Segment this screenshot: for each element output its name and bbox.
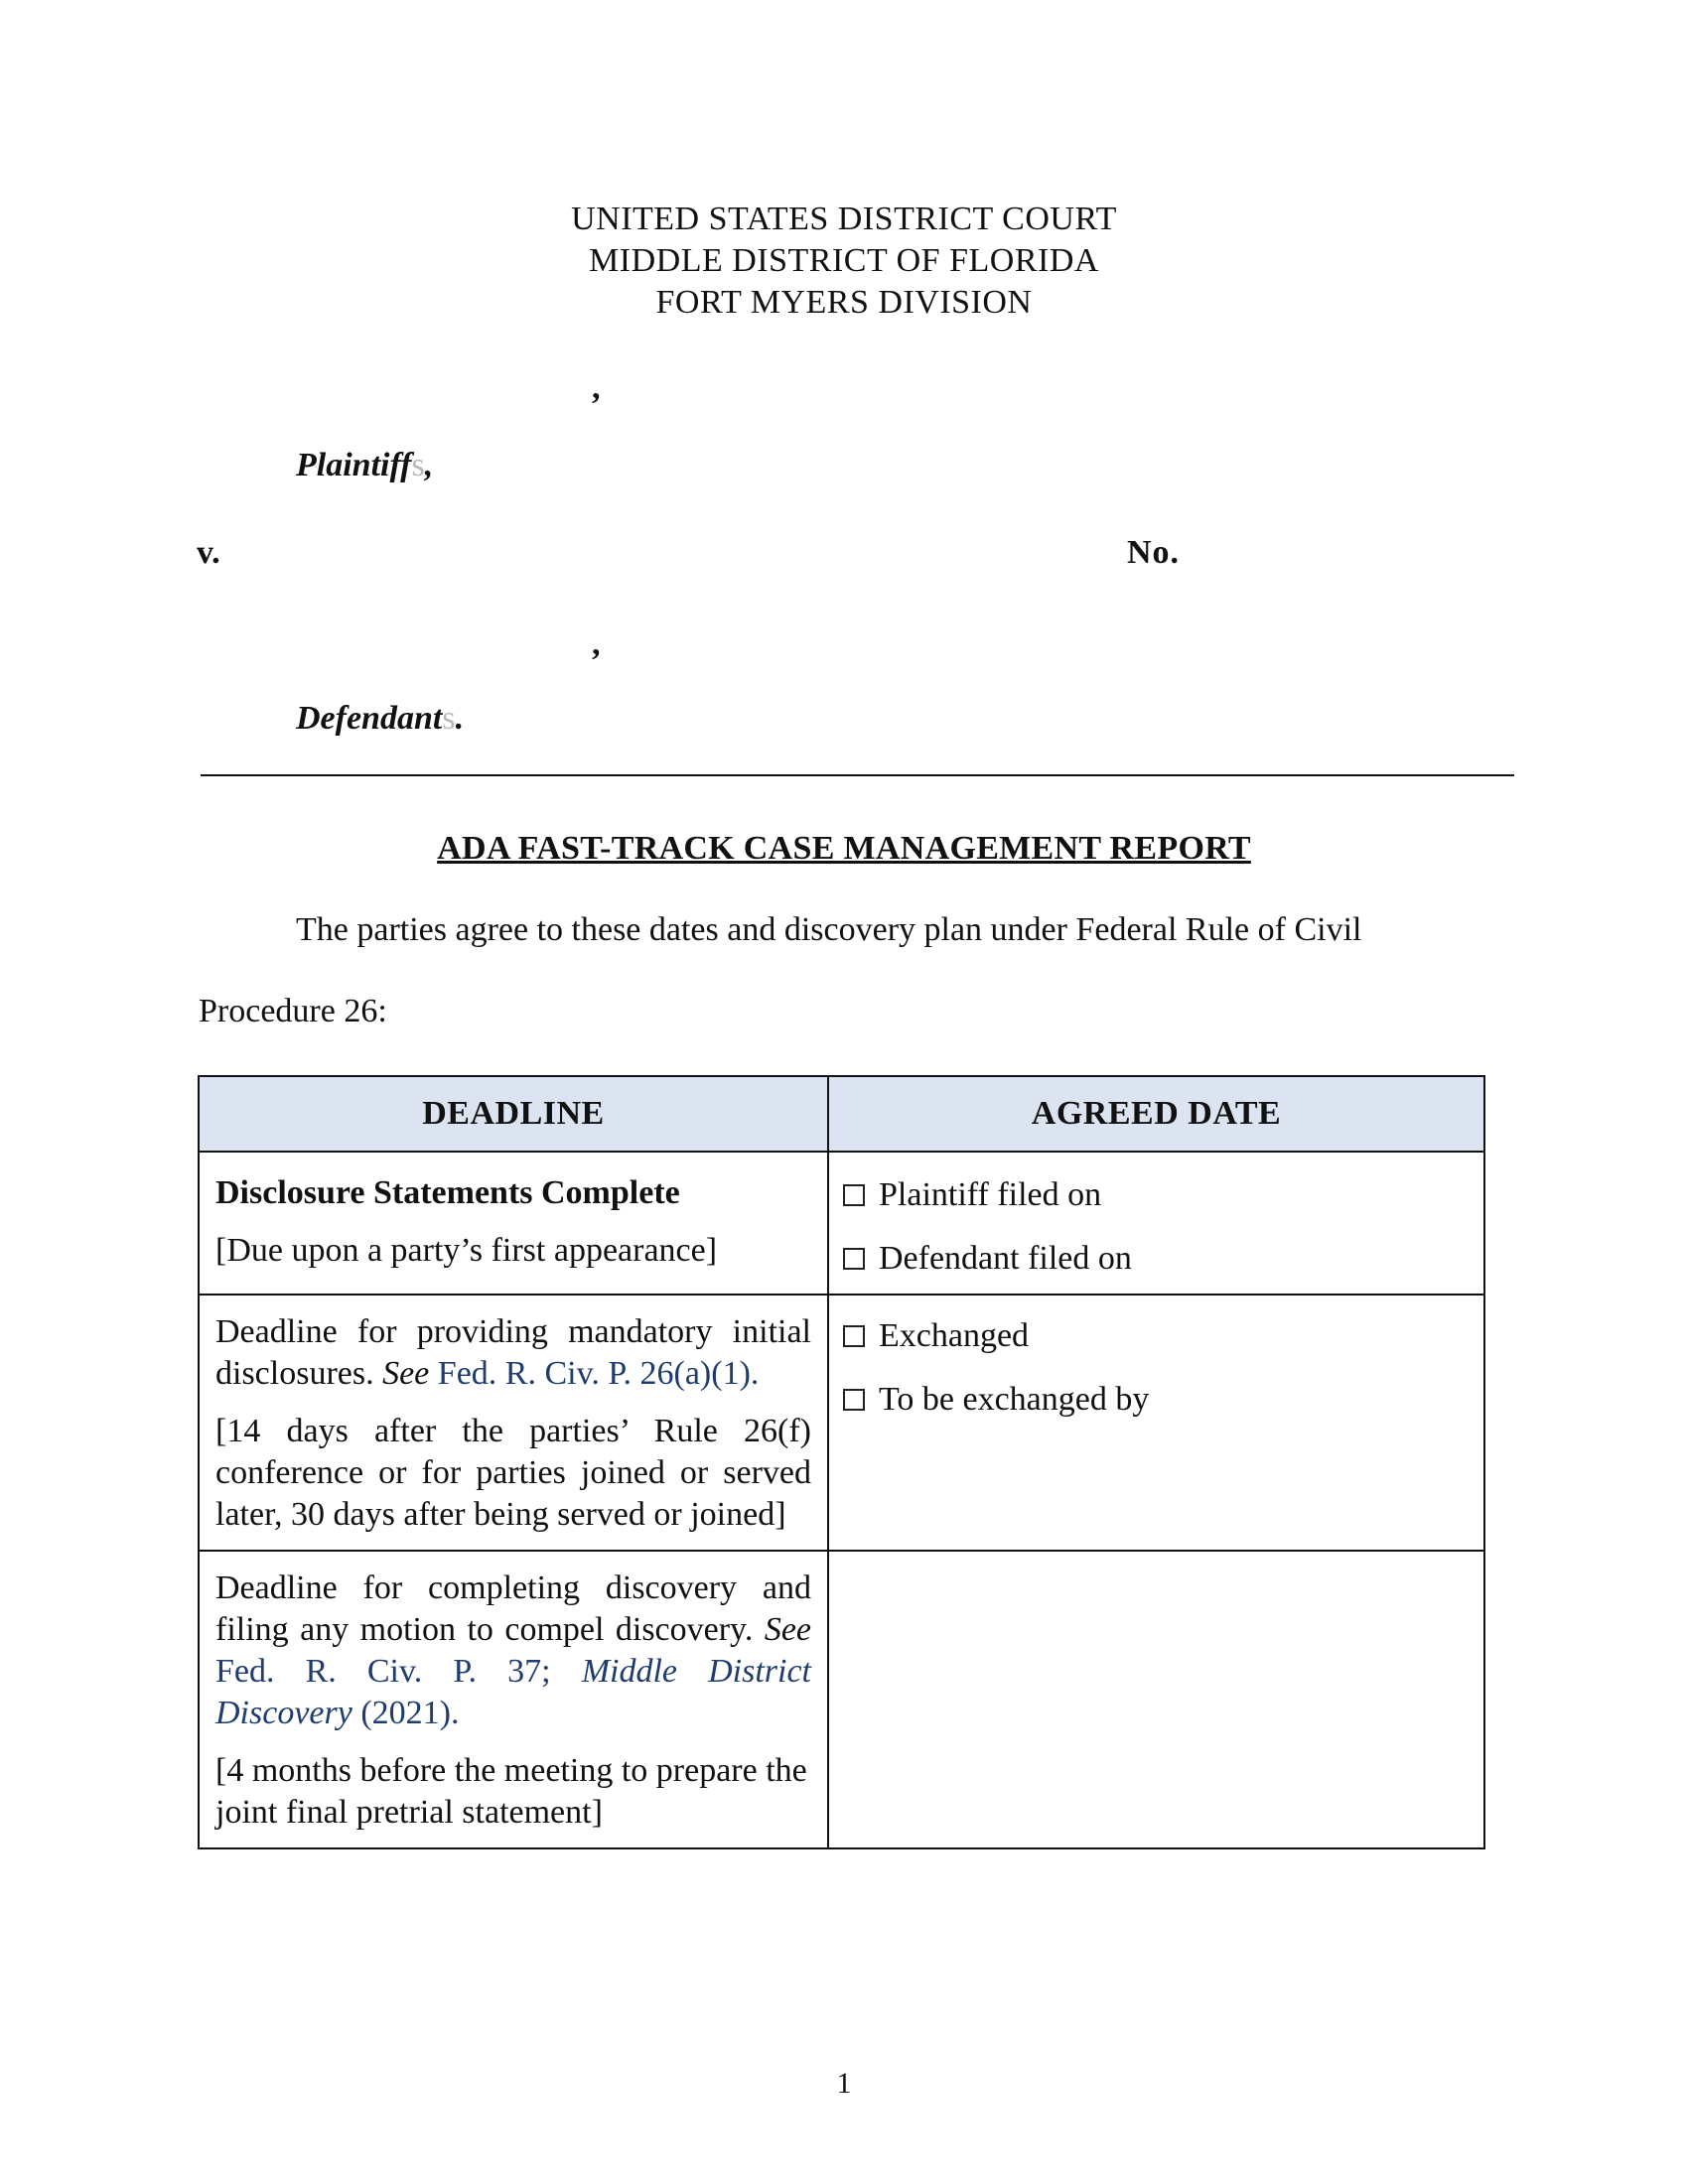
discovery-handbook-link[interactable]: Middle District Discovery [215, 1653, 812, 1731]
signal-see: See [382, 1355, 430, 1392]
deadline-cell [199, 1295, 828, 1551]
checkbox-option[interactable] [843, 1315, 1468, 1357]
plaintiff-label-text: Plaintiff [296, 447, 412, 483]
checkbox-option[interactable] [843, 1174, 1468, 1216]
rule-citation-link[interactable]: Fed. R. Civ. P. 37; [215, 1653, 551, 1690]
table-header-row [199, 1076, 1484, 1152]
agreed-date-cell [828, 1152, 1484, 1295]
agreed-date-cell [828, 1295, 1484, 1551]
defendant-label-text: Defendant [296, 700, 443, 737]
defendant-name-comma: , [592, 625, 601, 662]
deadline-cell [199, 1551, 828, 1848]
checkbox-icon[interactable] [843, 1389, 865, 1411]
checkbox-option[interactable] [843, 1238, 1468, 1280]
row-text: Deadline for completing discovery and filing any motion to compel discovery. [215, 1570, 811, 1648]
discovery-handbook-year: (2021). [360, 1695, 460, 1731]
checkbox-option[interactable] [843, 1379, 1468, 1421]
checkbox-label: To be exchanged by [879, 1381, 1150, 1418]
row-description [215, 1568, 811, 1734]
plaintiff-label-plural: s [411, 447, 425, 483]
table-row [199, 1152, 1484, 1295]
header-deadline: DEADLINE [199, 1076, 828, 1152]
row-note: [Due upon a party’s first appearance] [215, 1232, 718, 1269]
intro-line-1: The parties agree to these dates and discovery plan under Federal Rule of Civil [296, 911, 1362, 948]
document-title: ADA FAST-TRACK CASE MANAGEMENT REPORT [437, 830, 1251, 867]
checkbox-label: Defendant filed on [879, 1240, 1132, 1277]
plaintiff-label-end: , [424, 447, 434, 483]
defendant-label-plural: s [442, 700, 456, 737]
header-agreed-date: AGREED DATE [828, 1076, 1484, 1152]
row-note: [14 days after the parties’ Rule 26(f) conference or for parties joined or served later, 30 days after being served or joined] [215, 1413, 811, 1533]
versus: v. [197, 534, 220, 571]
checkbox-icon[interactable] [843, 1184, 865, 1206]
deadline-cell [199, 1152, 828, 1295]
rule-citation-link[interactable]: Fed. R. Civ. P. 26(a)(1). [437, 1355, 760, 1392]
intro-line-2: Procedure 26: [199, 993, 387, 1029]
checkbox-label: Plaintiff filed on [879, 1176, 1102, 1213]
district-name: MIDDLE DISTRICT OF FLORIDA [589, 242, 1099, 279]
agreed-date-cell[interactable] [828, 1551, 1484, 1848]
defendant-label-end: . [455, 700, 465, 737]
table-row [199, 1295, 1484, 1551]
row-title: Disclosure Statements Complete [215, 1174, 680, 1211]
signal-see: See [764, 1611, 811, 1648]
checkbox-label: Exchanged [879, 1317, 1030, 1354]
row-description [215, 1311, 811, 1395]
row-note: [4 months before the meeting to prepare the joint final pretrial statement] [215, 1752, 807, 1831]
plaintiff-name-comma: , [592, 369, 601, 406]
page-number: 1 [836, 2067, 852, 2100]
deadline-table [198, 1075, 1485, 1849]
court-heading [0, 199, 1688, 324]
plaintiff-label [296, 447, 433, 484]
caption-divider [201, 774, 1514, 776]
case-number-label: No. [1127, 534, 1181, 571]
court-name: UNITED STATES DISTRICT COURT [571, 201, 1117, 237]
division-name: FORT MYERS DIVISION [655, 284, 1033, 321]
checkbox-icon[interactable] [843, 1325, 865, 1347]
checkbox-icon[interactable] [843, 1248, 865, 1270]
row-text: Deadline for providing mandatory initial disclosures. [215, 1313, 811, 1392]
table-row [199, 1551, 1484, 1848]
defendant-label [296, 700, 464, 738]
